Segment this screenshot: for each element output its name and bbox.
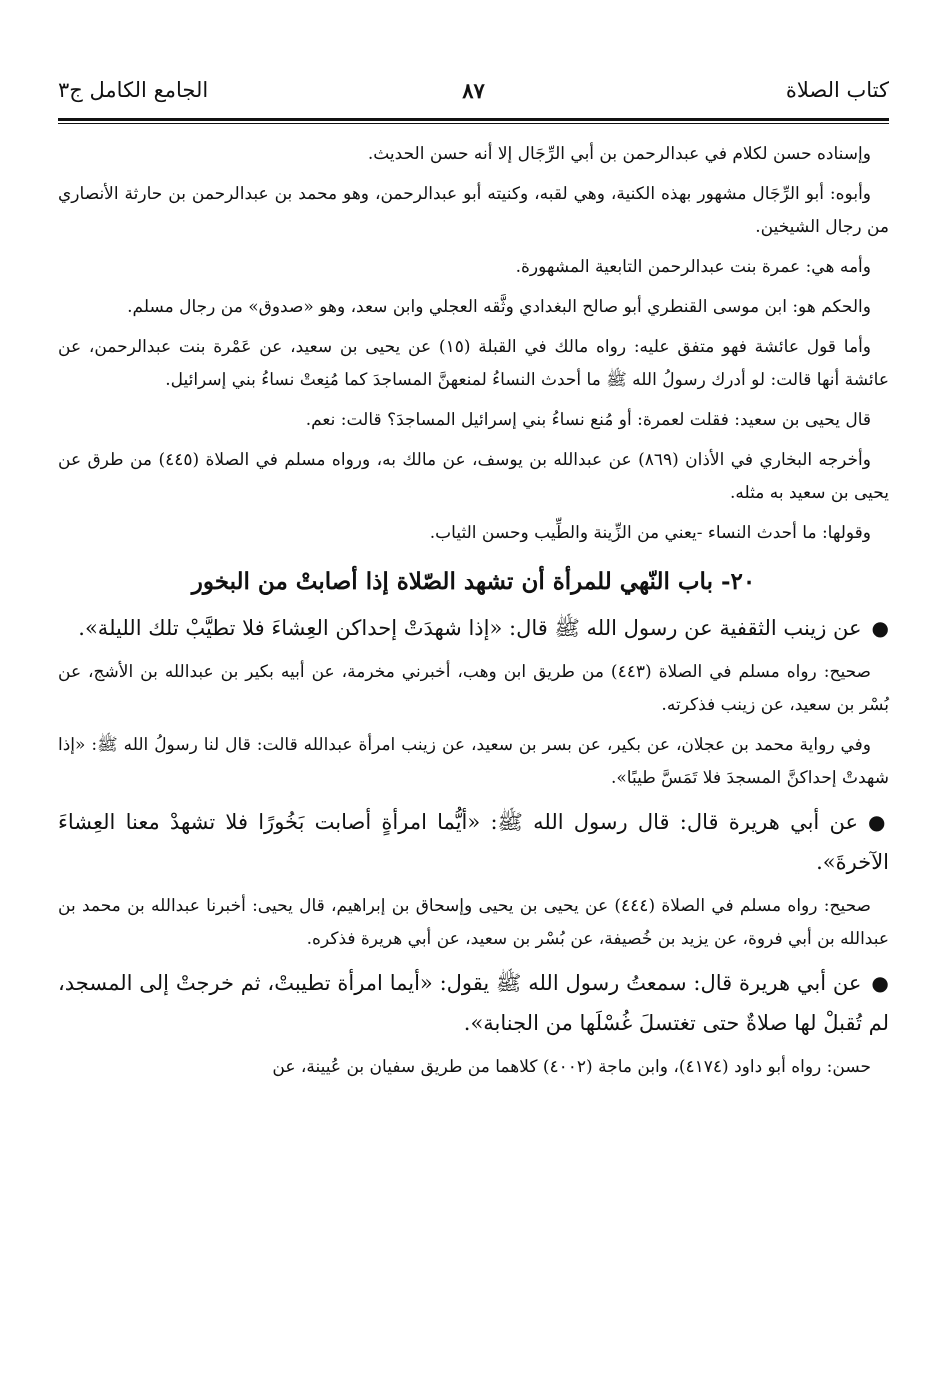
paragraph: وأمه هي: عمرة بنت عبدالرحمن التابعية المشهورة. — [515, 257, 871, 277]
paragraph: وإسناده حسن لكلام في عبدالرحمن بن أبي الرِّجَال إلا أنه حسن الحديث. — [367, 144, 871, 164]
bullet-icon: ● — [871, 971, 889, 995]
takhrij-note: وفي رواية محمد بن عجلان، عن بكير، عن بسر بن سعيد، عن زينب امرأة عبدالله قالت: قال لنا رسولُ الله ﷺ: «إذا شهدتْ إحداكنَّ المسجدَ فلا تَمَسَّ طيبًا». — [58, 735, 889, 788]
takhrij-note: صحيح: رواه مسلم في الصلاة (٤٤٤) عن يحيى بن يحيى وإسحاق بن إبراهيم، قال يحيى: أخبرنا عبدالله بن محمد بن عبدالله بن أبي فروة، عن يزيد بن خُصيفة، عن بُسْر بن سعيد، عن أبي هريرة فذكره. — [58, 896, 889, 949]
hadith-text — [58, 963, 889, 1043]
paragraph: وأبوه: أبو الرِّجَال مشهور بهذه الكنية، وهي لقبه، وكنيته أبو عبدالرحمن، وهو محمد بن عبدالرحمن بن حارثة الأنصاري من رجال الشيخين. — [58, 184, 889, 237]
bullet-icon: ● — [868, 810, 889, 834]
paragraph: وقولها: ما أحدث النساء -يعني من الزِّينة والطِّيب وحسن الثياب. — [429, 523, 871, 543]
page-number: ٨٧ — [462, 78, 485, 103]
hadith-body: عن زينب الثقفية عن رسول الله ﷺ قال: «إذا شهدَتْ إحداكن العِشاءَ فلا تطيَّبْ تلك الليلة». — [78, 616, 862, 640]
takhrij-note: صحيح: رواه مسلم في الصلاة (٤٤٣) من طريق ابن وهب، أخبرني مخرمة، عن أبيه بكير بن عبدالله بن الأشج، عن بُسْر بن سعيد، عن زينب فذكرته. — [58, 662, 889, 715]
hadith-body: عن أبي هريرة قال: سمعتُ رسول الله ﷺ يقول: «أيما امرأة تطيبتْ، ثم خرجتْ إلى المسجد، لم تُقبلْ لها صلاةٌ حتى تغتسلَ غُسْلَها من الجنابة». — [58, 971, 889, 1035]
page-header — [58, 78, 889, 114]
hadith-text — [58, 608, 889, 648]
header-book-title: كتاب الصلاة — [785, 78, 889, 102]
hadith-text — [58, 802, 889, 882]
paragraph: وأخرجه البخاري في الأذان (٨٦٩) عن عبدالله بن يوسف، عن مالك به، ورواه مسلم في الصلاة (٤٤٥) من طرق عن يحيى بن سعيد به مثله. — [58, 450, 889, 503]
book-page — [58, 78, 889, 1091]
header-rule-thin — [58, 123, 889, 124]
paragraph: وأما قول عائشة فهو متفق عليه: رواه مالك في القبلة (١٥) عن يحيى بن سعيد، عن عَمْرة بنت عبدالرحمن، عن عائشة أنها قالت: لو أدرك رسولُ الله ﷺ ما أحدث النساءُ لمنعهنَّ المساجدَ كما مُنِعتْ نساءُ بني إسرائيل. — [58, 337, 889, 390]
header-volume-title: الجامع الكامل ج٣ — [58, 78, 209, 102]
takhrij-note: حسن: رواه أبو داود (٤١٧٤)، وابن ماجة (٤٠٠٢) كلاهما من طريق سفيان بن عُيينة، عن — [272, 1057, 871, 1077]
chapter-heading: ٢٠- باب النّهي للمرأة أن تشهد الصّلاة إذا أصابتْ من البخور — [191, 568, 756, 595]
page-body — [58, 138, 889, 1084]
paragraph: قال يحيى بن سعيد: فقلت لعمرة: أو مُنع نساءُ بني إسرائيل المساجدَ؟ قالت: نعم. — [305, 410, 871, 430]
hadith-body: عن أبي هريرة قال: قال رسول الله ﷺ: «أيُّما امرأةٍ أصابت بَخُورًا فلا تشهدْ معنا العِشاءَ الآخرةَ». — [58, 810, 889, 874]
paragraph: والحكم هو: ابن موسى القنطري أبو صالح البغدادي وثَّقه العجلي وابن سعد، وهو «صدوق» من رجال مسلم. — [127, 297, 871, 317]
bullet-icon: ● — [871, 616, 889, 640]
header-rule-thick — [58, 118, 889, 121]
